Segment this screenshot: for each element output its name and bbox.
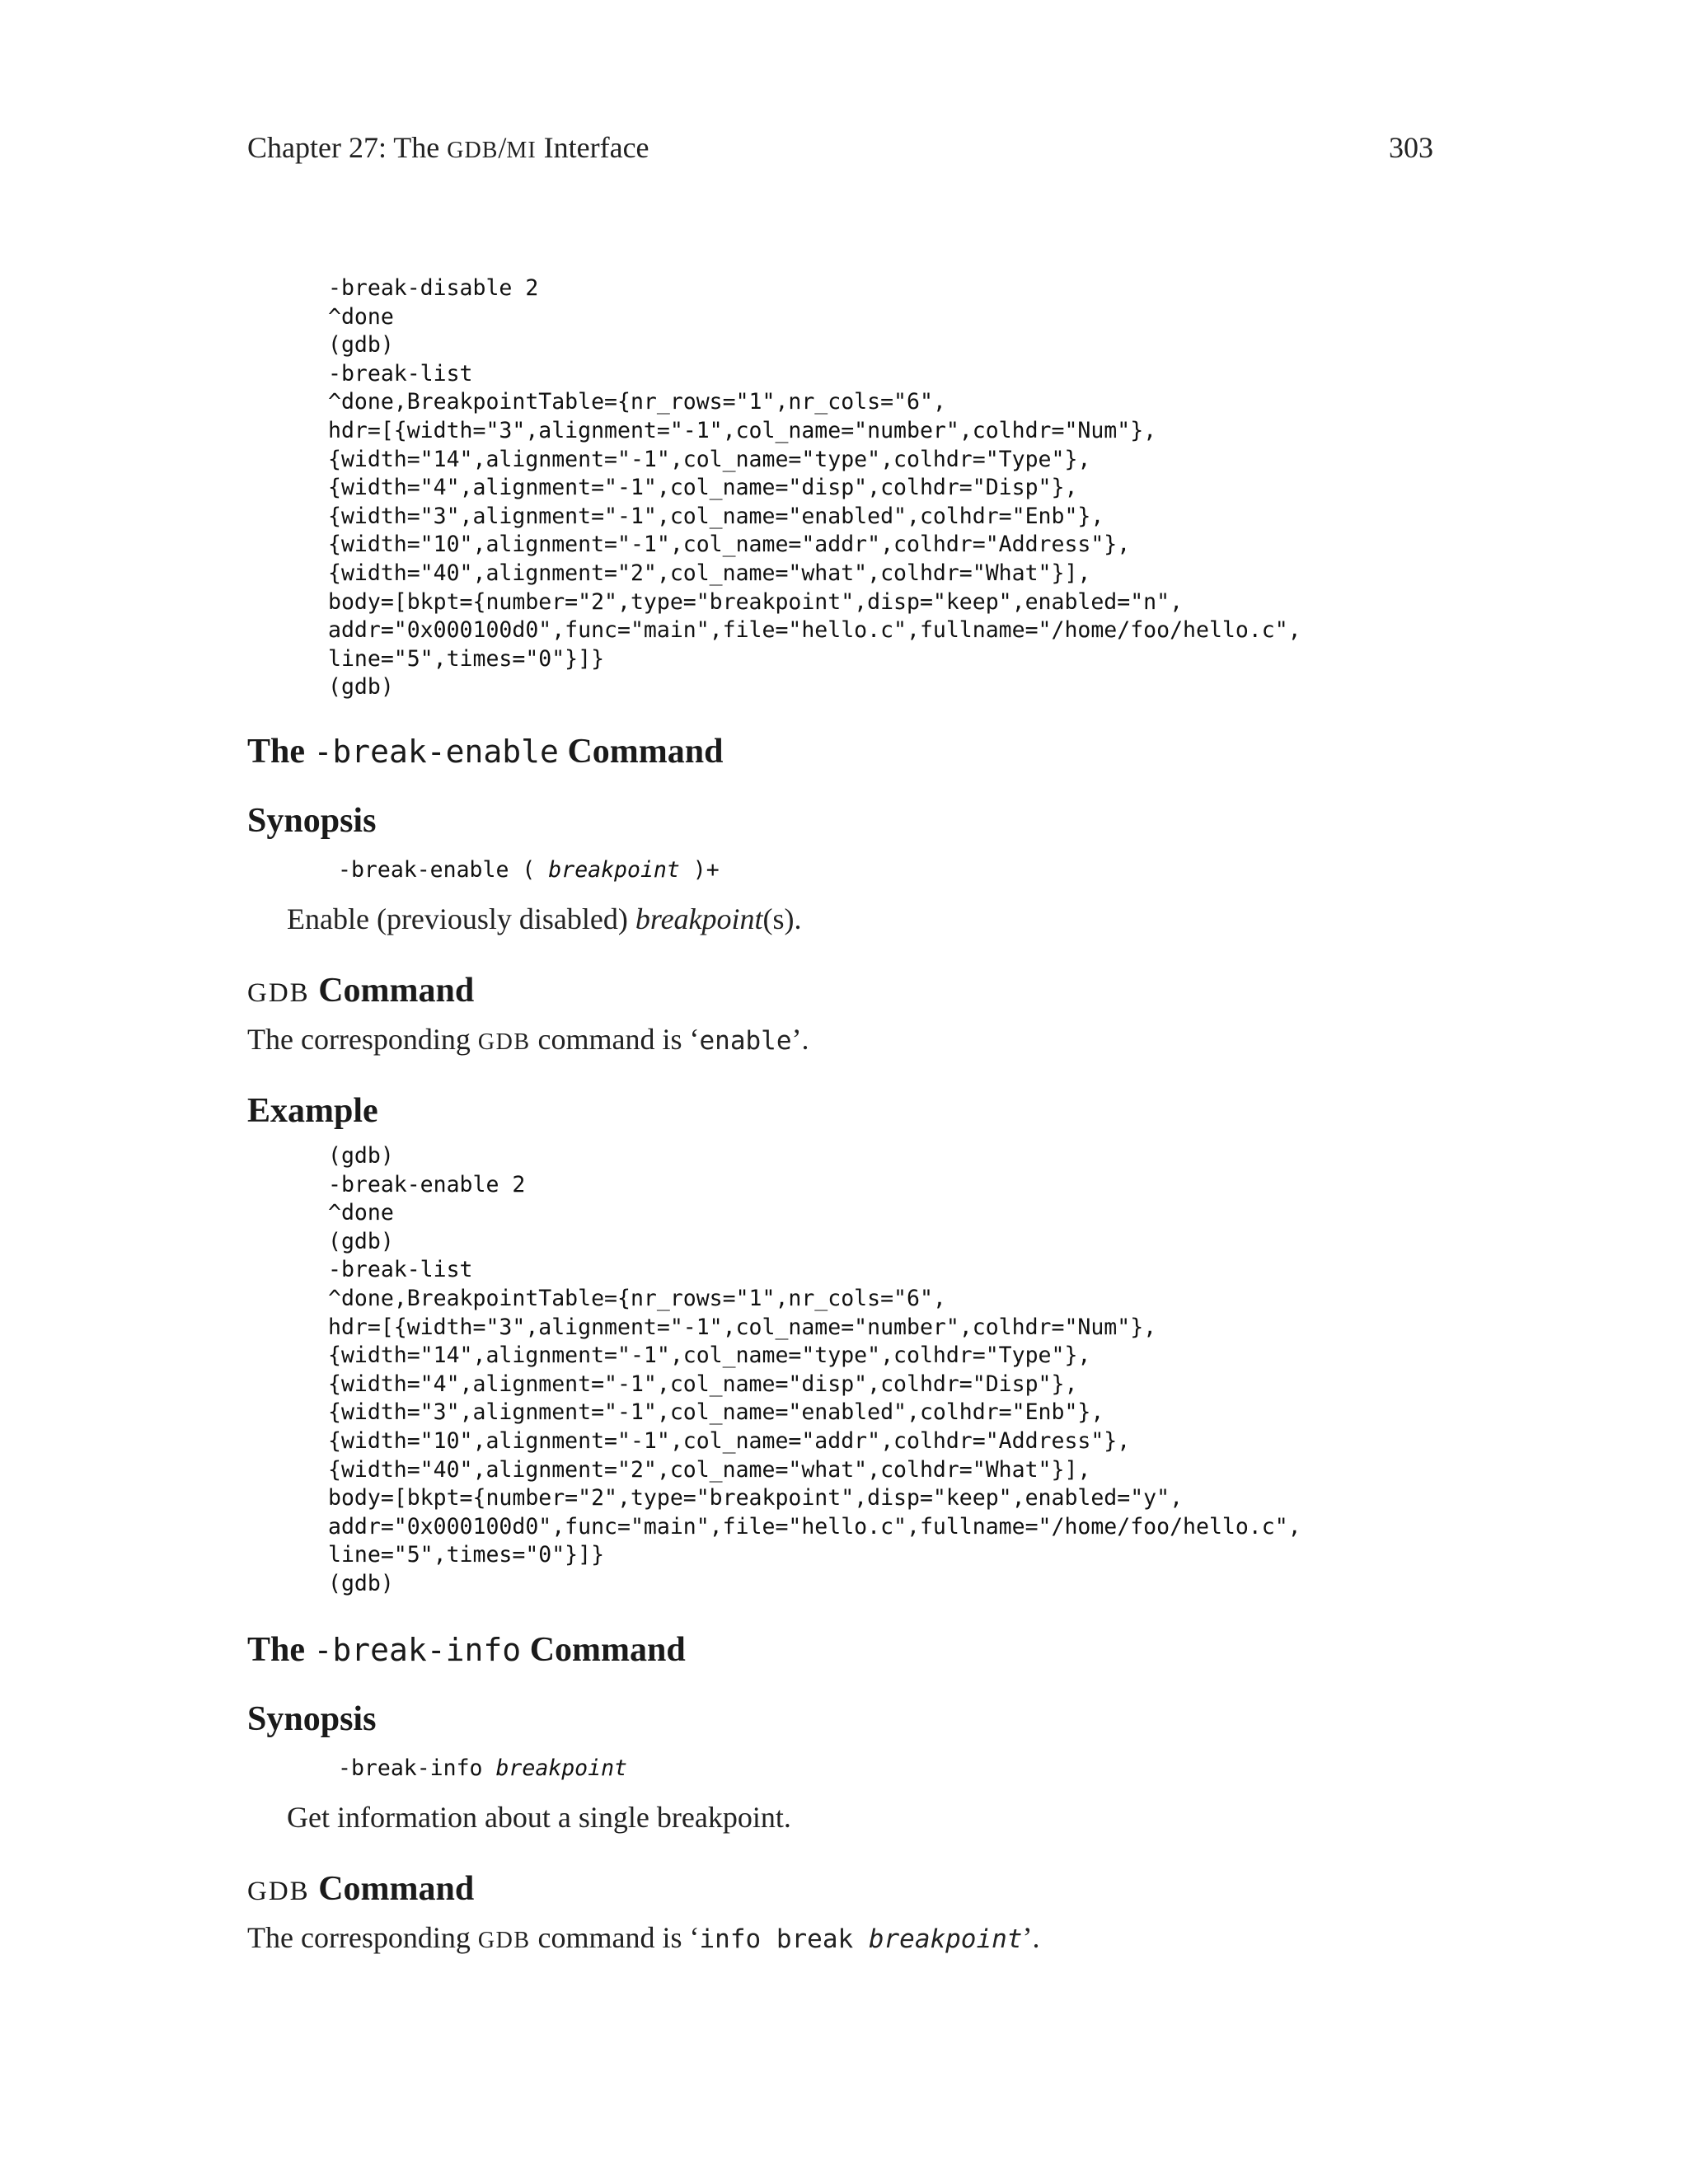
gdb-command-heading-info: GDB Command	[247, 1870, 475, 1908]
code-block-2-line: body=[bkpt={number="2",type="breakpoint",disp="keep",enabled="y",	[328, 1485, 1184, 1511]
code-block-2-line: (gdb)	[328, 1228, 394, 1254]
gdb-command-heading-enable: GDB Command	[247, 972, 475, 1010]
code-block-2-line: {width="4",alignment="-1",col_name="disp",colhdr="Disp"},	[328, 1371, 1078, 1397]
code-block-1-line: {width="3",alignment="-1",col_name="enabled",colhdr="Enb"},	[328, 503, 1104, 529]
running-head: Chapter 27: The GDB/MI Interface	[247, 131, 649, 164]
code-block-2-line: (gdb)	[328, 1143, 394, 1169]
code-block-2-line: ^done	[328, 1200, 394, 1226]
code-block-2-line: -break-list	[328, 1257, 473, 1283]
synopsis-heading-info: Synopsis	[247, 1700, 377, 1738]
code-block-1-line: body=[bkpt={number="2",type="breakpoint",disp="keep",enabled="n",	[328, 588, 1184, 615]
page-number: 303	[1389, 131, 1433, 164]
code-block-2-line: {width="40",alignment="2",col_name="what",colhdr="What"}],	[328, 1456, 1091, 1483]
synopsis-info: -break-info breakpoint	[338, 1755, 627, 1781]
code-block-1-line: -break-disable 2	[328, 275, 539, 301]
code-block-1-line: line="5",times="0"}]}	[328, 645, 605, 672]
code-block-1-line: addr="0x000100d0",func="main",file="hello.c",fullname="/home/foo/hello.c",	[328, 617, 1301, 644]
synopsis-heading-enable: Synopsis	[247, 802, 377, 840]
gdb-command-text-info: The corresponding GDB command is ‘info break breakpoint’.	[247, 1921, 1040, 1954]
code-block-1-line: hdr=[{width="3",alignment="-1",col_name="number",colhdr="Num"},	[328, 417, 1157, 443]
example-heading-enable: Example	[247, 1092, 378, 1130]
code-block-1-line: {width="14",alignment="-1",col_name="type",colhdr="Type"},	[328, 446, 1091, 472]
synopsis-enable: -break-enable ( breakpoint )+	[338, 857, 720, 883]
gdb-command-text-enable: The corresponding GDB command is ‘enable’.	[247, 1023, 809, 1056]
code-block-1-line: ^done,BreakpointTable={nr_rows="1",nr_cols="6",	[328, 389, 946, 415]
code-block-2-line: line="5",times="0"}]}	[328, 1542, 605, 1568]
code-block-2-line: {width="14",alignment="-1",col_name="type",colhdr="Type"},	[328, 1343, 1091, 1369]
code-block-1-line: -break-list	[328, 360, 473, 387]
section-title-break-info: The -break-info Command	[247, 1631, 686, 1669]
code-block-2-line: addr="0x000100d0",func="main",file="hello.c",fullname="/home/foo/hello.c",	[328, 1513, 1301, 1540]
code-block-2-line: -break-enable 2	[328, 1171, 526, 1197]
code-block-enable-example	[328, 1142, 1301, 1599]
code-block-1-line: {width="4",alignment="-1",col_name="disp",colhdr="Disp"},	[328, 475, 1078, 501]
section-title-break-enable: The -break-enable Command	[247, 733, 724, 771]
code-block-2-line: ^done,BreakpointTable={nr_rows="1",nr_cols="6",	[328, 1285, 946, 1311]
code-block-1-line: (gdb)	[328, 332, 394, 359]
code-block-disable-example	[328, 274, 1301, 702]
description-info: Get information about a single breakpoint.	[287, 1801, 791, 1834]
code-block-1-line: {width="10",alignment="-1",col_name="addr",colhdr="Address"},	[328, 532, 1131, 558]
code-block-2-line: hdr=[{width="3",alignment="-1",col_name="number",colhdr="Num"},	[328, 1314, 1157, 1340]
code-block-2-line: {width="10",alignment="-1",col_name="addr",colhdr="Address"},	[328, 1427, 1131, 1454]
code-block-1-line: (gdb)	[328, 674, 394, 701]
description-enable: Enable (previously disabled) breakpoint(s).	[287, 902, 802, 935]
code-block-2-line: {width="3",alignment="-1",col_name="enabled",colhdr="Enb"},	[328, 1399, 1104, 1426]
code-block-1-line: {width="40",alignment="2",col_name="what",colhdr="What"}],	[328, 560, 1091, 586]
code-block-1-line: ^done	[328, 303, 394, 330]
code-block-2-line: (gdb)	[328, 1570, 394, 1596]
